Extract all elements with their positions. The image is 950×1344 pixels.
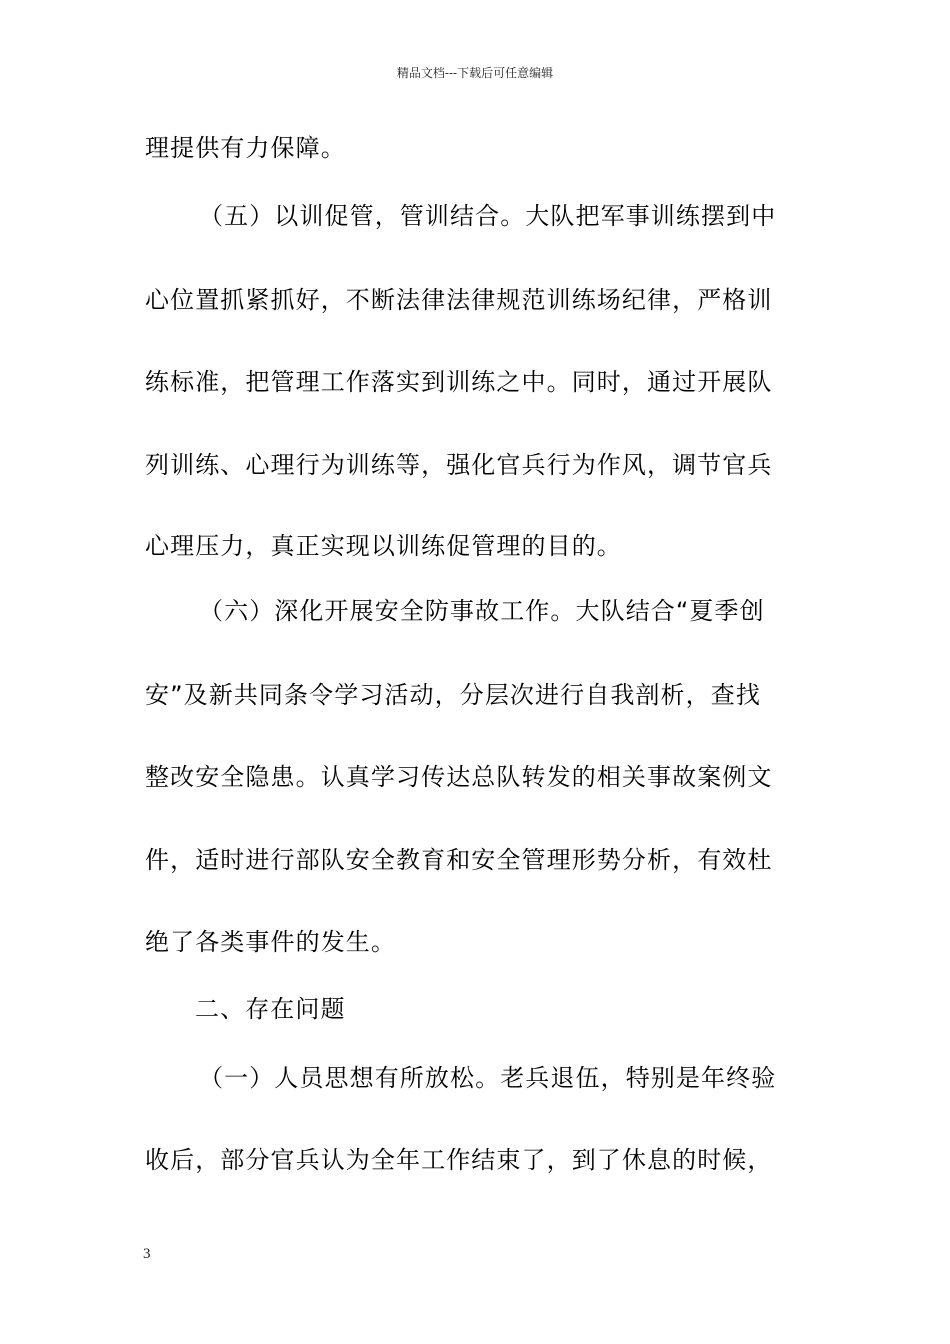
body-line: 整改安全隐患。认真学习传达总队转发的相关事故案例文 xyxy=(145,763,773,791)
body-line: 理提供有力保障。 xyxy=(145,134,346,162)
paragraph-5-first-line: （五）以训促管，管训结合。大队把军事训练摆到中 xyxy=(199,202,777,230)
body-line: 安”及新共同条令学习活动，分层次进行自我剖析，查找 xyxy=(145,681,761,709)
section-heading: 二、存在问题 xyxy=(195,995,346,1023)
body-line: 心位置抓紧抓好，不断法律法律规范训练场纪律，严格训 xyxy=(145,286,773,314)
body-line: 列训练、心理行为训练等，强化官兵行为作风，调节官兵 xyxy=(145,451,773,479)
body-line: 收后，部分官兵认为全年工作结束了，到了休息的时候， xyxy=(145,1146,773,1174)
body-line: 件，适时进行部队安全教育和安全管理形势分析，有效杜 xyxy=(145,846,773,874)
page-number: 3 xyxy=(143,1246,151,1262)
body-line: 绝了各类事件的发生。 xyxy=(145,928,396,956)
body-line: 心理压力，真正实现以训练促管理的目的。 xyxy=(145,532,622,560)
paragraph-6-first-line: （六）深化开展安全防事故工作。大队结合“夏季创 xyxy=(199,597,765,625)
body-line: 练标准，把管理工作落实到训练之中。同时，通过开展队 xyxy=(145,368,773,396)
page-header: 精品文档---下载后可任意编辑 xyxy=(396,66,554,80)
issue-1-first-line: （一）人员思想有所放松。老兵退伍，特别是年终验 xyxy=(199,1064,777,1092)
